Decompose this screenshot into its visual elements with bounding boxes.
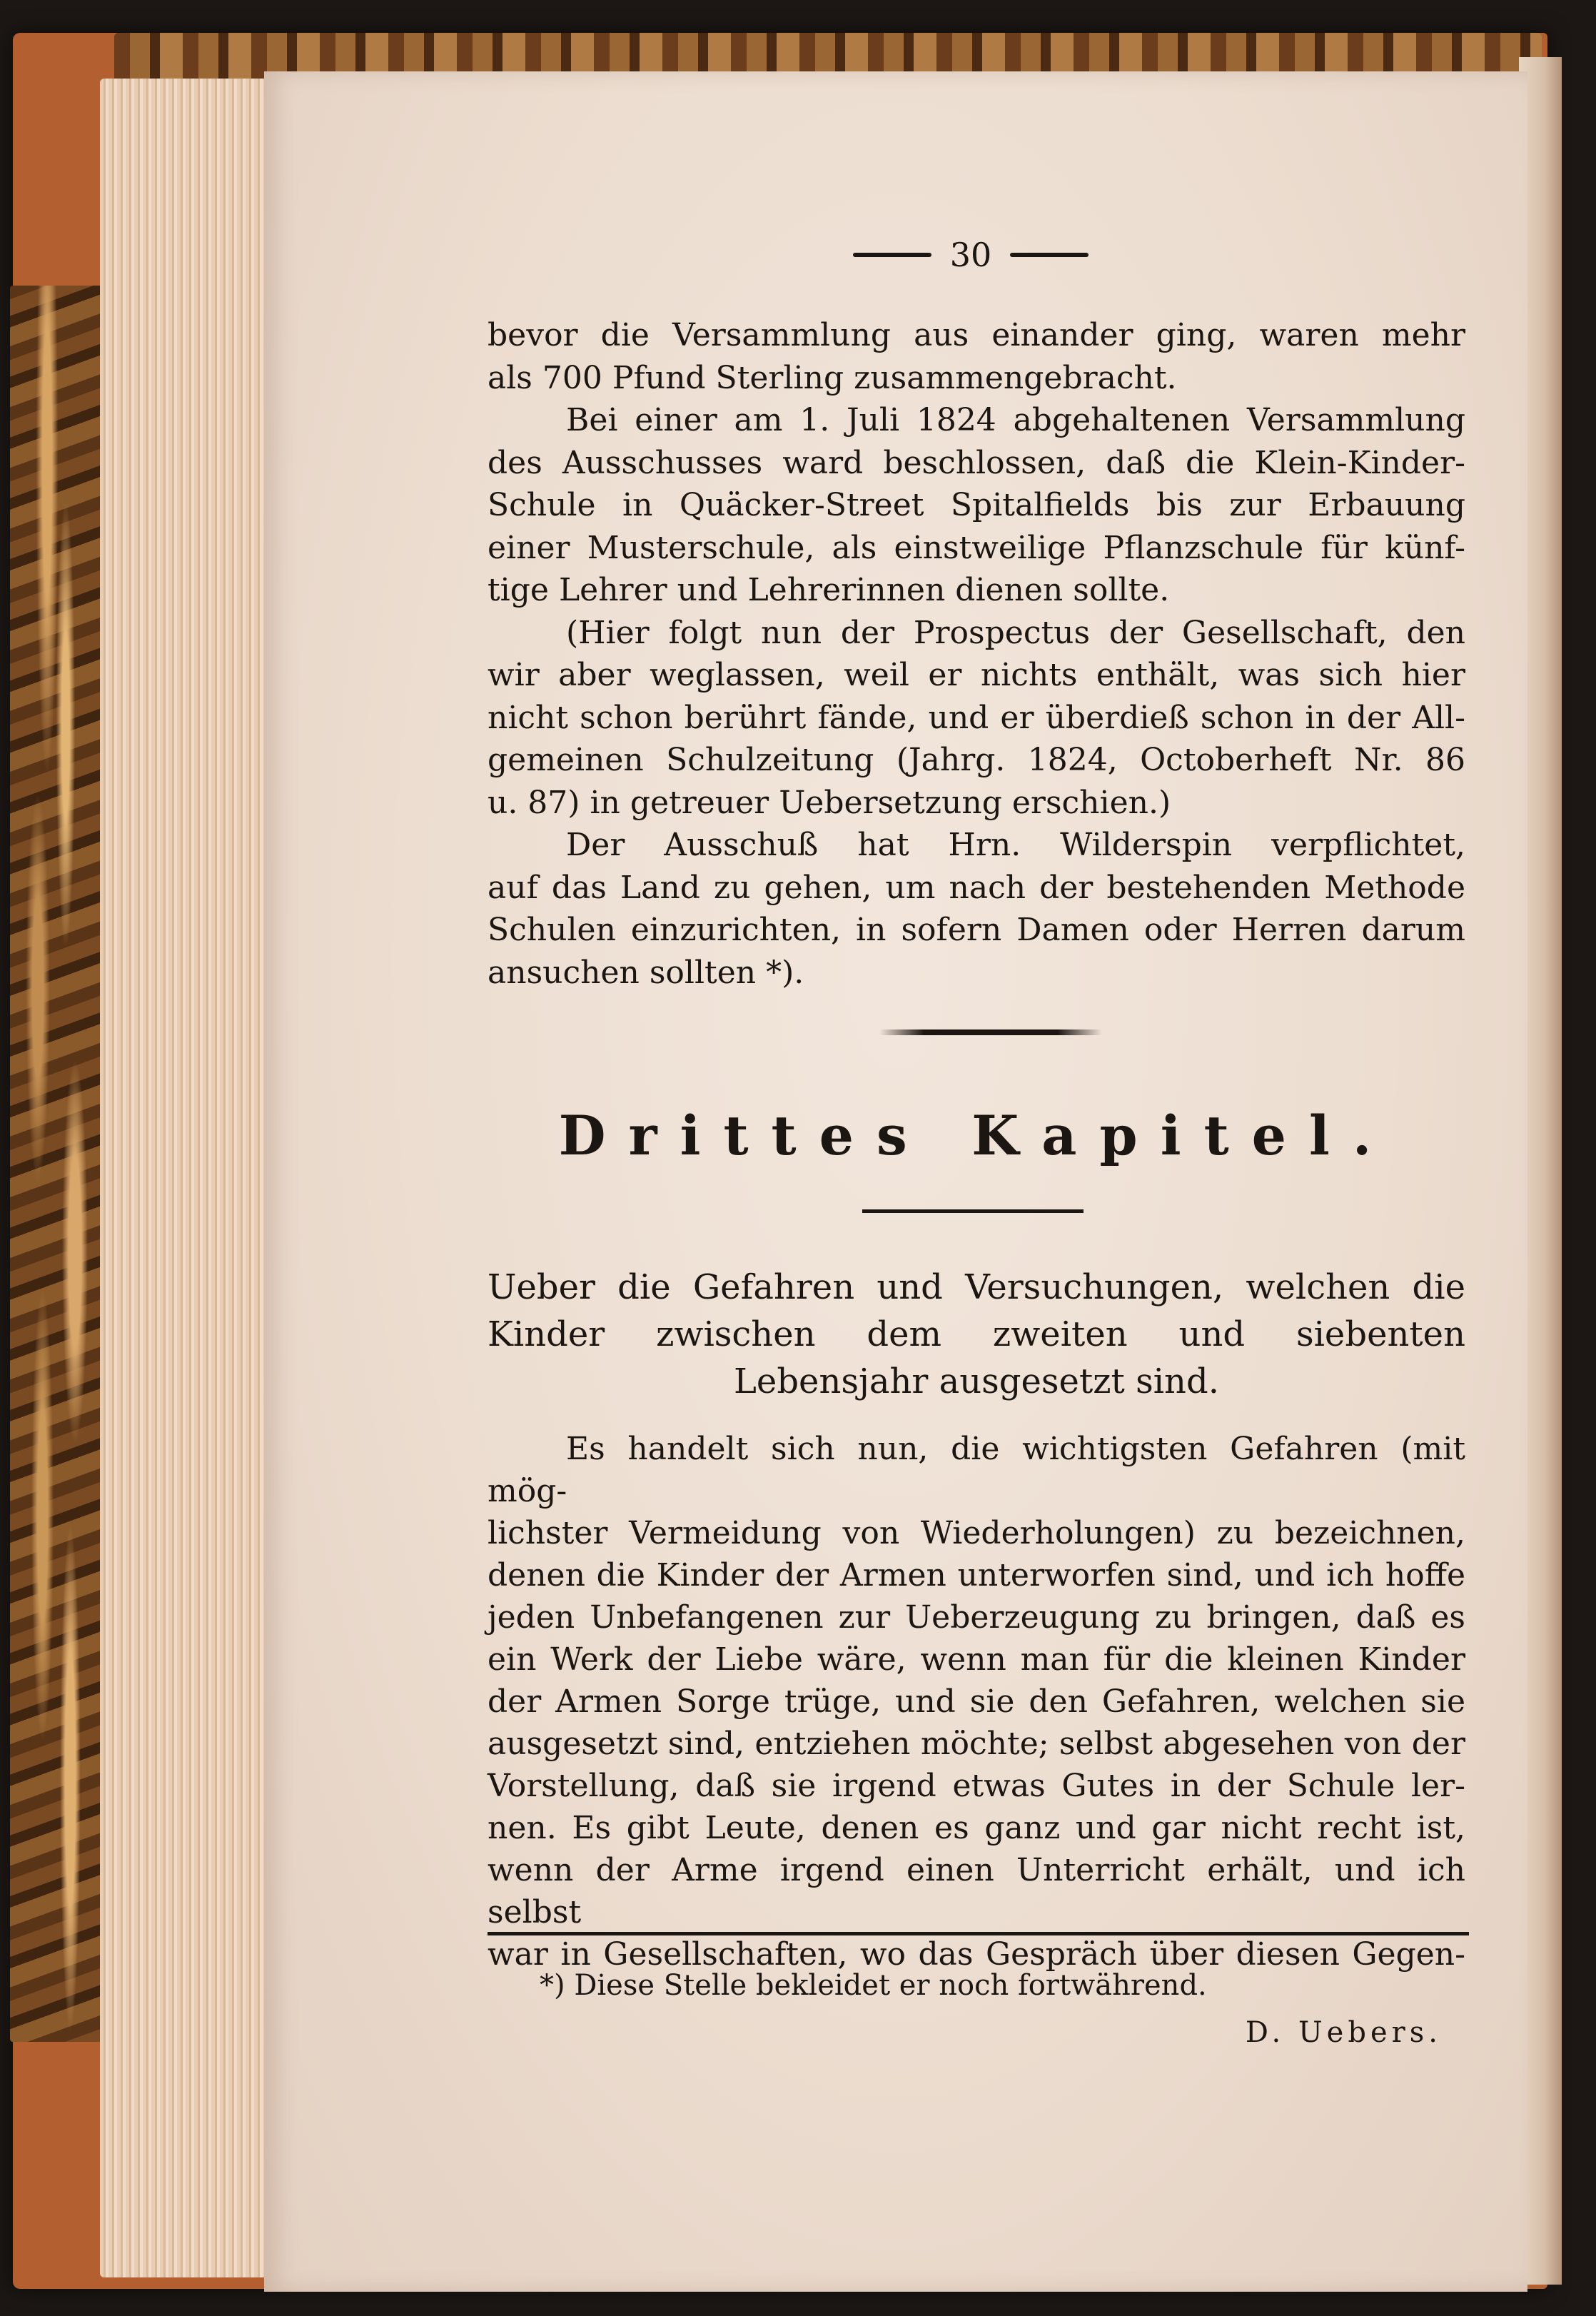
chapter-body	[488, 1428, 1465, 1975]
text-line: als 700 Pfund Sterling zusammengebracht.	[488, 359, 1177, 396]
chapter-title: Drittes Kapitel.	[558, 1104, 1395, 1167]
text-line: der Armen Sorge trüge, und sie den Gefahren, welchen sie	[488, 1683, 1465, 1720]
text-line: bevor die Versammlung aus einander ging, waren mehr	[488, 317, 1465, 353]
text-line: nicht schon berührt fände, und er überdieß schon in der All-	[488, 699, 1465, 736]
text-line: einer Musterschule, als einstweilige Pflanzschule für künf-	[488, 529, 1465, 566]
text-line: ansuchen sollten *).	[488, 954, 804, 991]
page-stack-edges	[100, 79, 271, 2277]
cover-marbled-spine	[10, 286, 103, 2042]
text-line: jeden Unbefangenen zur Ueberzeugung zu bringen, daß es	[488, 1599, 1465, 1636]
chapter-title-rule	[862, 1209, 1084, 1213]
text-line: tige Lehrer und Lehrerinnen dienen sollte.	[488, 572, 1170, 608]
text-line: nen. Es gibt Leute, denen es ganz und gar nicht recht ist,	[488, 1810, 1465, 1846]
translator-note: D. Uebers.	[1245, 2016, 1442, 2049]
header-dash-right	[1010, 253, 1089, 257]
text-line: Schule in Quäcker-Street Spitalfields bis zur Erbauung	[488, 487, 1465, 523]
text-line: lichster Vermeidung von Wiederholungen) zu bezeichnen,	[488, 1515, 1465, 1551]
text-line: Vorstellung, daß sie irgend etwas Gutes in der Schule ler-	[488, 1768, 1465, 1804]
page-number: 30	[949, 236, 992, 274]
text-line: wenn der Arme irgend einen Unterricht erhält, und ich selbst	[488, 1852, 1465, 1930]
text-line: auf das Land zu gehen, um nach der bestehenden Methode	[488, 869, 1465, 906]
header-dash-left	[853, 253, 931, 257]
text-line: ein Werk der Liebe wäre, wenn man für die kleinen Kinder	[488, 1641, 1465, 1678]
text-line: u. 87) in getreuer Uebersetzung erschien.)	[488, 784, 1171, 821]
text-line: denen die Kinder der Armen unterworfen sind, und ich hoffe	[488, 1557, 1465, 1593]
text-continuation	[488, 314, 1465, 994]
text-line: wir aber weglassen, weil er nichts enthält, was sich hier	[488, 657, 1465, 693]
page-header	[828, 236, 1113, 274]
text-line: Bei einer am 1. Juli 1824 abgehaltenen Versammlung	[566, 402, 1465, 438]
section-divider	[879, 1029, 1102, 1035]
text-line: war in Gesellschaften, wo das Gespräch über diesen Gegen-	[488, 1936, 1465, 1973]
text-line: ausgesetzt sind, entziehen möchte; selbst abgesehen von der	[488, 1726, 1465, 1762]
footnote-rule	[488, 1932, 1469, 1935]
text-line: Der Ausschuß hat Hrn. Wilderspin verpflichtet,	[566, 827, 1465, 863]
text-line: Schulen einzurichten, in sofern Damen oder Herren darum	[488, 912, 1465, 948]
text-line: Es handelt sich nun, die wichtigsten Gefahren (mit mög-	[488, 1431, 1465, 1509]
footnote: *) Diese Stelle bekleidet er noch fortwährend.	[540, 1969, 1207, 2002]
chapter-subtitle: Ueber die Gefahren und Versuchungen, welchen die Kinder zwischen dem zweiten und siebenten Lebensjahr ausgesetzt sind.	[488, 1267, 1465, 1401]
text-line: gemeinen Schulzeitung (Jahrg. 1824, Octoberheft Nr. 86	[488, 742, 1465, 778]
text-line: (Hier folgt nun der Prospectus der Gesellschaft, den	[566, 614, 1465, 651]
text-line: des Ausschusses ward beschlossen, daß die Klein-Kinder-	[488, 444, 1465, 481]
